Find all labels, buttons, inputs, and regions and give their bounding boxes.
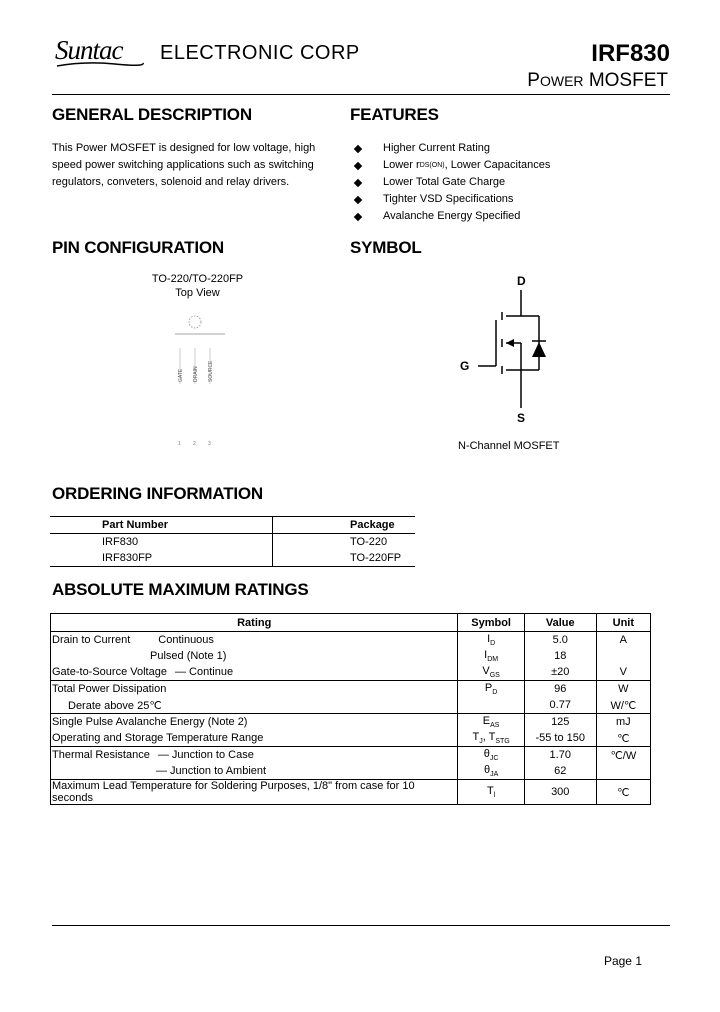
logo-underline <box>55 60 145 70</box>
bullet-icon <box>354 178 362 186</box>
symbol-caption: N-Channel MOSFET <box>458 440 560 452</box>
drain-label: D <box>517 274 526 288</box>
general-description-heading: GENERAL DESCRIPTION <box>52 105 252 124</box>
list-item: Higher Current Rating <box>352 140 550 157</box>
pin-number-1: 1 <box>178 441 181 447</box>
list-item: Tighter VSD Specifications <box>352 191 550 208</box>
part-number: IRF830 <box>591 40 670 67</box>
company-name: ELECTRONIC CORP <box>160 42 360 64</box>
table-row: IRF830FP TO-220FP <box>50 550 415 567</box>
pin-configuration-heading: PIN CONFIGURATION <box>52 238 224 257</box>
table-row: Maximum Lead Temperature for Soldering Purposes, 1/8" from case for 10 seconds $T_l$ 300 ℃ <box>51 780 651 805</box>
list-item: Avalanche Energy Specified <box>352 208 550 225</box>
header-divider <box>52 94 670 95</box>
table-header-row: Rating Symbol Value Unit <box>51 614 651 632</box>
table-row: Pulsed (Note 1) $I_{DM}$ 18 <box>51 648 651 664</box>
bullet-icon <box>354 161 362 169</box>
gate-label: G <box>460 359 470 373</box>
product-type: POWER MOSFET <box>527 70 668 91</box>
list-item: Lower r DS(ON) , Lower Capacitances <box>352 157 550 174</box>
package-outline-diagram <box>150 310 250 460</box>
ratings-heading: ABSOLUTE MAXIMUM RATINGS <box>52 580 309 599</box>
package-caption: TO-220/TO-220FP Top View <box>151 273 244 299</box>
table-row: Single Pulse Avalanche Energy (Note 2) $E_{AS}$ 125 mJ <box>51 714 651 731</box>
table-row: Gate-to-Source Voltage — Continue $V_{GS}$ ±20 V <box>51 664 651 681</box>
pin-number-3: 3 <box>208 441 211 447</box>
ordering-table <box>50 516 415 567</box>
table-row: Thermal Resistance — Junction to Case $\theta_{JC}$ 1.70 ℃/W <box>51 747 651 764</box>
table-row: Derate above 25℃ 0.77 W/℃ <box>51 697 651 714</box>
table-row: Operating and Storage Temperature Range $T_J$, $T_{STG}$ -55 to 150 ℃ <box>51 730 651 747</box>
bullet-icon <box>354 195 362 203</box>
features-list <box>352 140 550 225</box>
symbol-heading: SYMBOL <box>350 238 422 257</box>
pin-label-source: SOURCE <box>208 360 214 382</box>
table-row: — Junction to Ambient $\theta_{JA}$ 62 <box>51 763 651 780</box>
table-row: IRF830 TO-220 <box>50 534 415 551</box>
table-row: Drain to Current Continuous $I_D$ 5.0 A <box>51 632 651 649</box>
features-heading: FEATURES <box>350 105 439 124</box>
pin-label-gate: GATE <box>178 368 184 382</box>
bullet-icon <box>354 144 362 152</box>
pin-label-drain: DRAIN <box>193 366 199 382</box>
list-item: Lower Total Gate Charge <box>352 174 550 191</box>
mosfet-symbol <box>450 268 570 428</box>
ratings-table <box>50 613 651 805</box>
pin-number-2: 2 <box>193 441 196 447</box>
footer-divider <box>52 925 670 926</box>
ordering-heading: ORDERING INFORMATION <box>52 484 264 503</box>
general-description: This Power MOSFET is designed for low voltage, high speed power switching applications such as switching regulators, conveters, solenoid and relay drivers. <box>52 142 316 188</box>
company-logo: Suntac <box>55 35 123 65</box>
table-header-row: Part Number Package <box>50 517 415 534</box>
bullet-icon <box>354 212 362 220</box>
table-row: Total Power Dissipation $P_D$ 96 W <box>51 681 651 698</box>
page-number: Page 1 <box>603 954 642 968</box>
source-label: S <box>517 411 526 425</box>
